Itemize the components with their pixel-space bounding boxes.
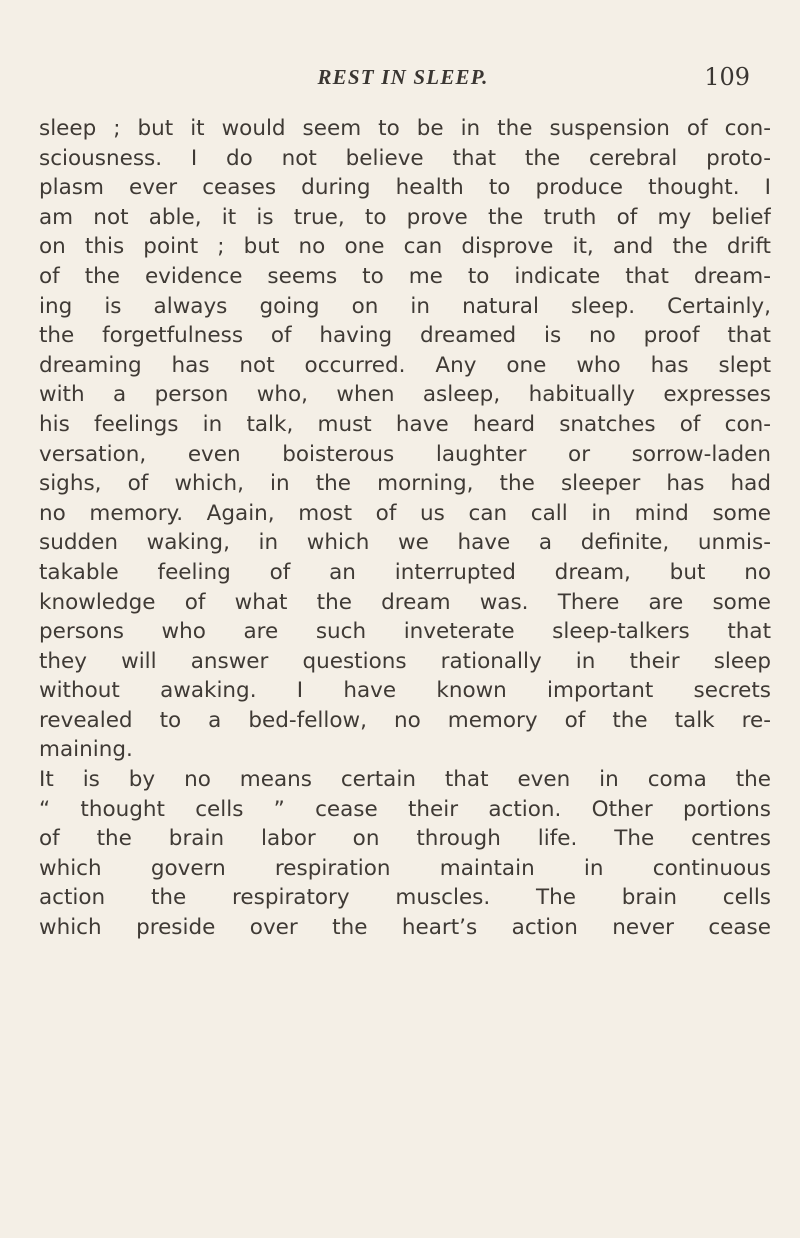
page-number: 109 <box>704 63 750 91</box>
text-line: the forgetfulness of having dreamed is no proof that <box>39 323 771 349</box>
text-line: without awaking. I have known important secrets <box>39 678 771 704</box>
text-line: plasm ever ceases during health to produce thought. I <box>39 175 771 201</box>
text-line: am not able, it is true, to prove the truth of my belief <box>39 204 771 230</box>
text-line: which preside over the heart’s action never cease <box>39 915 771 941</box>
text-line: his feelings in talk, must have heard snatches of con- <box>39 411 771 437</box>
text-line: takable feeling of an interrupted dream, but no <box>39 559 771 585</box>
body-text <box>39 114 771 943</box>
running-head <box>40 62 760 102</box>
text-line: they will answer questions rationally in their sleep <box>39 648 771 674</box>
text-line: sudden waking, in which we have a definite, unmis- <box>39 530 771 556</box>
text-line: knowledge of what the dream was. There are some <box>39 589 771 615</box>
running-title: REST IN SLEEP. <box>317 65 489 89</box>
text-line: dreaming has not occurred. Any one who has slept <box>39 352 771 378</box>
paragraph-end-line: maining. <box>39 737 133 763</box>
text-line: with a person who, when asleep, habitually expresses <box>39 382 771 408</box>
text-line: sighs, of which, in the morning, the sleeper has had <box>39 471 771 497</box>
text-line: persons who are such inveterate sleep-talkers that <box>39 619 771 645</box>
text-line: sciousness. I do not believe that the cerebral proto- <box>39 145 771 171</box>
text-line: which govern respiration maintain in continuous <box>39 855 771 881</box>
text-line: no memory. Again, most of us can call in mind some <box>39 500 771 526</box>
text-line: versation, even boisterous laughter or sorrow-laden <box>39 441 771 467</box>
text-line: action the respiratory muscles. The brain cells <box>39 885 771 911</box>
text-line: revealed to a bed-fellow, no memory of the talk re- <box>39 707 771 733</box>
text-line: It is by no means certain that even in coma the <box>39 767 771 793</box>
text-line: of the brain labor on through life. The centres <box>39 826 771 852</box>
text-line: ing is always going on in natural sleep. Certainly, <box>39 293 771 319</box>
text-line: “ thought cells ” cease their action. Other portions <box>39 796 771 822</box>
text-line: on this point ; but no one can disprove it, and the drift <box>39 234 771 260</box>
text-line: sleep ; but it would seem to be in the suspension of con- <box>39 116 771 141</box>
text-line: of the evidence seems to me to indicate that dream- <box>39 263 771 289</box>
